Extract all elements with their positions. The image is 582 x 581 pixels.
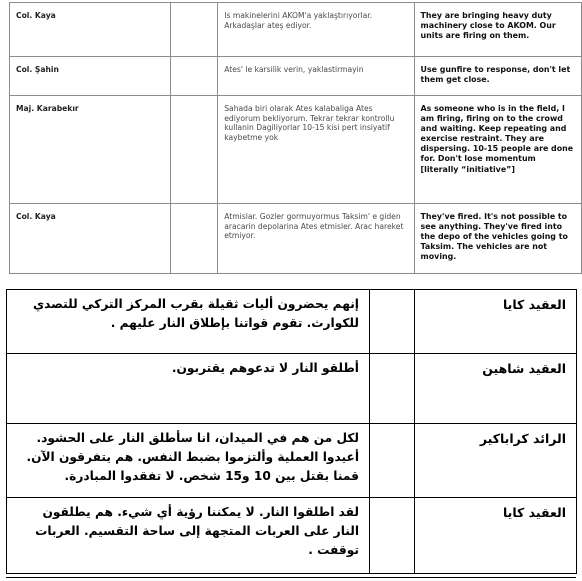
turkish-text-cell: Atmislar. Gozler gormuyormus Taksim' e giden aracarin depolarina Ates etmisler. Arac hareket etmiyor. [218,204,414,274]
english-text-cell: As someone who is in the field, I am firing, firing on to the crowd and waiting. Keep repeating and exercise restraint. They are dispersing. 10-15 people are done for. Don't lose momentum [literally “initiative”] [414,96,581,204]
empty-cell [171,57,218,96]
empty-cell [171,96,218,204]
speaker-cell: Col. Şahin [10,57,171,96]
english-transcript-table [9,2,582,274]
speaker-cell: العقيد كايا [415,498,577,574]
speaker-cell: العقيد شاهين [415,354,577,424]
arabic-text-cell: لكل من هم في الميدان، انا سأطلق النار على الحشود. أعيدوا العملية وألتزموا بضبط النفس. هم يتفرقون الآن. قمنا بقتل بين 10 و15 شخص. لا تفقدوا المبادرة. [7,424,370,498]
empty-cell [370,354,415,424]
table-row [10,3,582,57]
english-text-cell: They are bringing heavy duty machinery close to AKOM. Our units are firing on them. [414,3,581,57]
turkish-text-cell: Is makinelerini AKOM'a yaklaştırıyorlar. Arkadaşlar ateş ediyor. [218,3,414,57]
empty-cell [171,204,218,274]
empty-cell [370,290,415,354]
table-bottom-border [6,577,576,578]
arabic-text-cell: لقد اطلقوا النار. لا يمكننا رؤية أي شيء. هم يطلقون النار على العربات المتجهة إلى ساحة التقسيم. العربات توقفت . [7,498,370,574]
table-row [10,57,582,96]
table-row [10,96,582,204]
english-text-cell: They've fired. It's not possible to see anything. They've fired into the depo of the vehicles going to Taksim. The vehicles are not moving. [414,204,581,274]
arabic-text-cell: إنهم يحضرون أليات ثقيلة بقرب المركز التركي للتصدي للكوارث. تقوم قواتنا بإطلاق النار عليهم . [7,290,370,354]
empty-cell [370,498,415,574]
english-text-cell: Use gunfire to response, don't let them get close. [414,57,581,96]
table-row [10,204,582,274]
table-row [7,290,577,354]
turkish-text-cell: Sahada biri olarak Ates kalabaliga Ates ediyorum bekliyorum. Tekrar tekrar kontrollu kullanin Dagiliyorlar 10-15 kisi pert insiyatif kaybetme yok [218,96,414,204]
speaker-cell: Maj. Karabekır [10,96,171,204]
table-row [7,354,577,424]
table-row [7,424,577,498]
speaker-cell: الرائد كراباكير [415,424,577,498]
table-row [7,498,577,574]
empty-cell [171,3,218,57]
speaker-cell: العقيد كايا [415,290,577,354]
speaker-cell: Col. Kaya [10,3,171,57]
empty-cell [370,424,415,498]
turkish-text-cell: Ates' le karsilik verin, yaklastirmayin [218,57,414,96]
arabic-transcript-table [6,289,577,574]
speaker-cell: Col. Kaya [10,204,171,274]
arabic-text-cell: أطلقو النار لا تدعوهم يقتربون. [7,354,370,424]
